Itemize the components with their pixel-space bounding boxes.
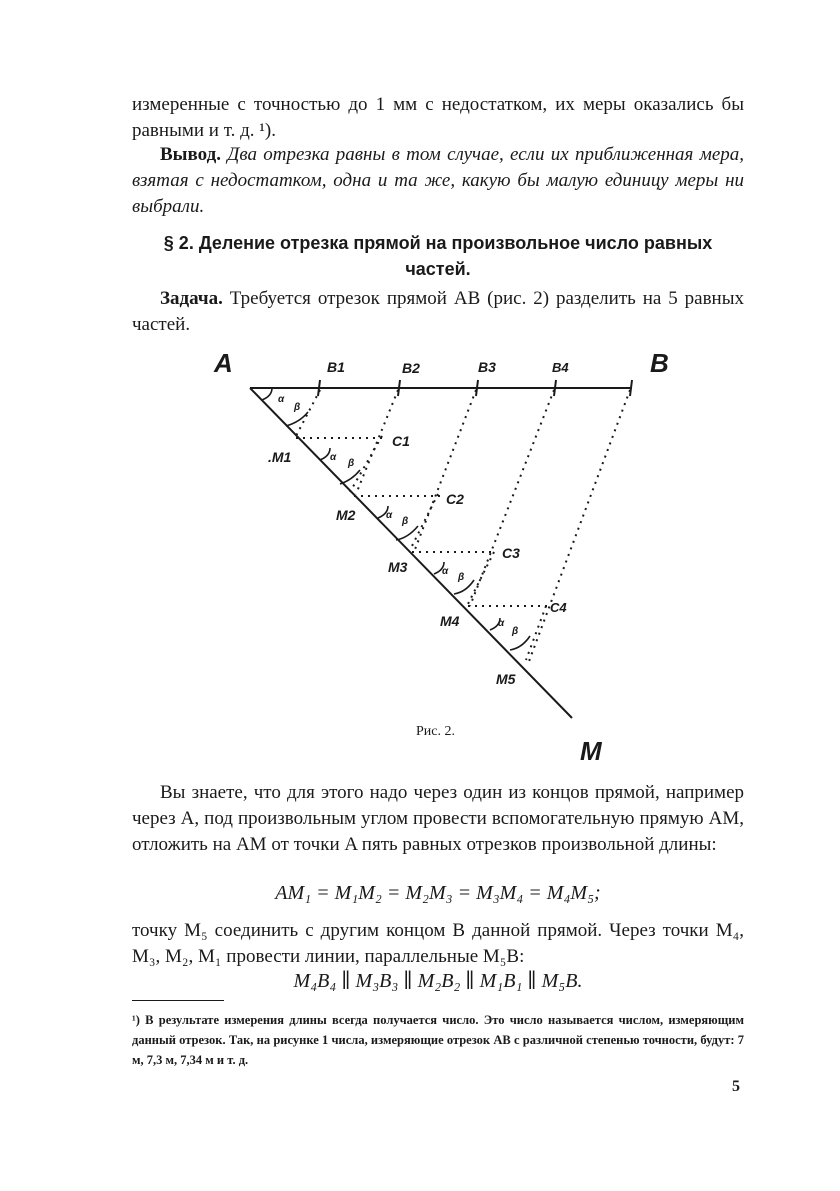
beta-label-a: β [294,402,301,413]
label-a: A [214,348,233,378]
alpha-label-a: α [278,394,285,405]
label-c3: C3 [502,545,520,561]
label-m4: M4 [440,613,460,629]
label-m: M [580,736,602,766]
paragraph-connect: точку M₅ соединить с другим концом B данной прямой. Через точки M₄, M₃, M₂, M₁ провести линии, параллельные M₅B: [132,920,744,967]
label-m3: M3 [388,559,408,575]
beta-label-2: β [402,516,409,527]
label-b1: B1 [327,359,345,375]
formula-equal-segments: AM₁ = M₁M₂ = M₂M₃ = M₃M₄ = M₄M₅; [275,882,601,904]
alpha-label-2: α [386,510,393,521]
page-number: 5 [732,1078,740,1095]
label-c2: C2 [446,491,464,507]
arc-alpha-1 [320,448,330,460]
label-c4: C4 [550,600,567,615]
arc-beta-3 [396,526,418,540]
footnote-divider [132,1000,224,1001]
arc-beta-5 [510,636,530,650]
label-c1: C1 [392,433,410,449]
paragraph-you-know: Вы знаете, что для этого надо через один из концов прямой, например через A, под произвольным углом провести вспомогательную прямую AM, отложить на AM от точки A пять равных отрезков произвольной длины: [132,782,744,855]
conclusion-label: Вывод. [160,144,221,165]
beta-label-3: β [458,572,465,583]
figure-caption: Рис. 2. [416,724,455,739]
tick-b [630,380,632,396]
arc-beta-1 [286,412,308,426]
label-b: B [650,348,669,378]
conclusion-body: Два отрезка равны в том случае, если их приближенная мера, взятая с недостатком, одна и та же, какую бы малую единицу меры ни выбрали. [132,144,744,217]
alpha-label-3: α [442,566,449,577]
section-heading: § 2. Деление отрезка прямой на произвольное число равных частей. [163,233,713,279]
beta-label-1: β [348,458,355,469]
task-label: Задача. [160,288,223,309]
paragraph-top: измеренные с точностью до 1 мм с недостатком, их меры оказались бы равными и т. д. ¹). [132,94,744,141]
side-c4 [526,606,546,660]
side-c1 [350,436,382,492]
label-m2: M2 [336,507,356,523]
side-c3 [468,552,494,604]
parallel-m5b [528,390,630,664]
label-b2: B2 [402,360,420,376]
tick-b3 [476,380,478,396]
ray-am [250,388,572,718]
beta-label-4: β [512,626,519,637]
formula-parallels: M₄B₄ ∥ M₃B₃ ∥ M₂B₂ ∥ M₁B₁ ∥ M₅B. [293,970,583,992]
alpha-label-4: α [498,618,505,629]
label-m1: .M1 [268,449,292,465]
parallel-m4b4 [470,390,554,606]
task-body: Требуется отрезок прямой AB (рис. 2) разделить на 5 равных частей. [132,288,744,335]
label-b3: B3 [478,359,496,375]
label-b4: B4 [552,360,569,375]
parallel-m3b3 [414,390,476,552]
alpha-label-1: α [330,452,337,463]
tick-b2 [398,380,400,396]
footnote: ¹) В результате измерения длины всегда получается число. Это число называется числом, измеряющим данный отрезок. Так, на рисунке 1 числа, измеряющие отрезок AB с различной степенью точности, будут: 7 м, 7,3 м, 7,34 м и т. д. [132,1013,744,1067]
tick-b1 [318,380,320,396]
arc-alpha-a [262,388,272,400]
tick-b4 [554,380,556,396]
label-m5: M5 [496,671,516,687]
